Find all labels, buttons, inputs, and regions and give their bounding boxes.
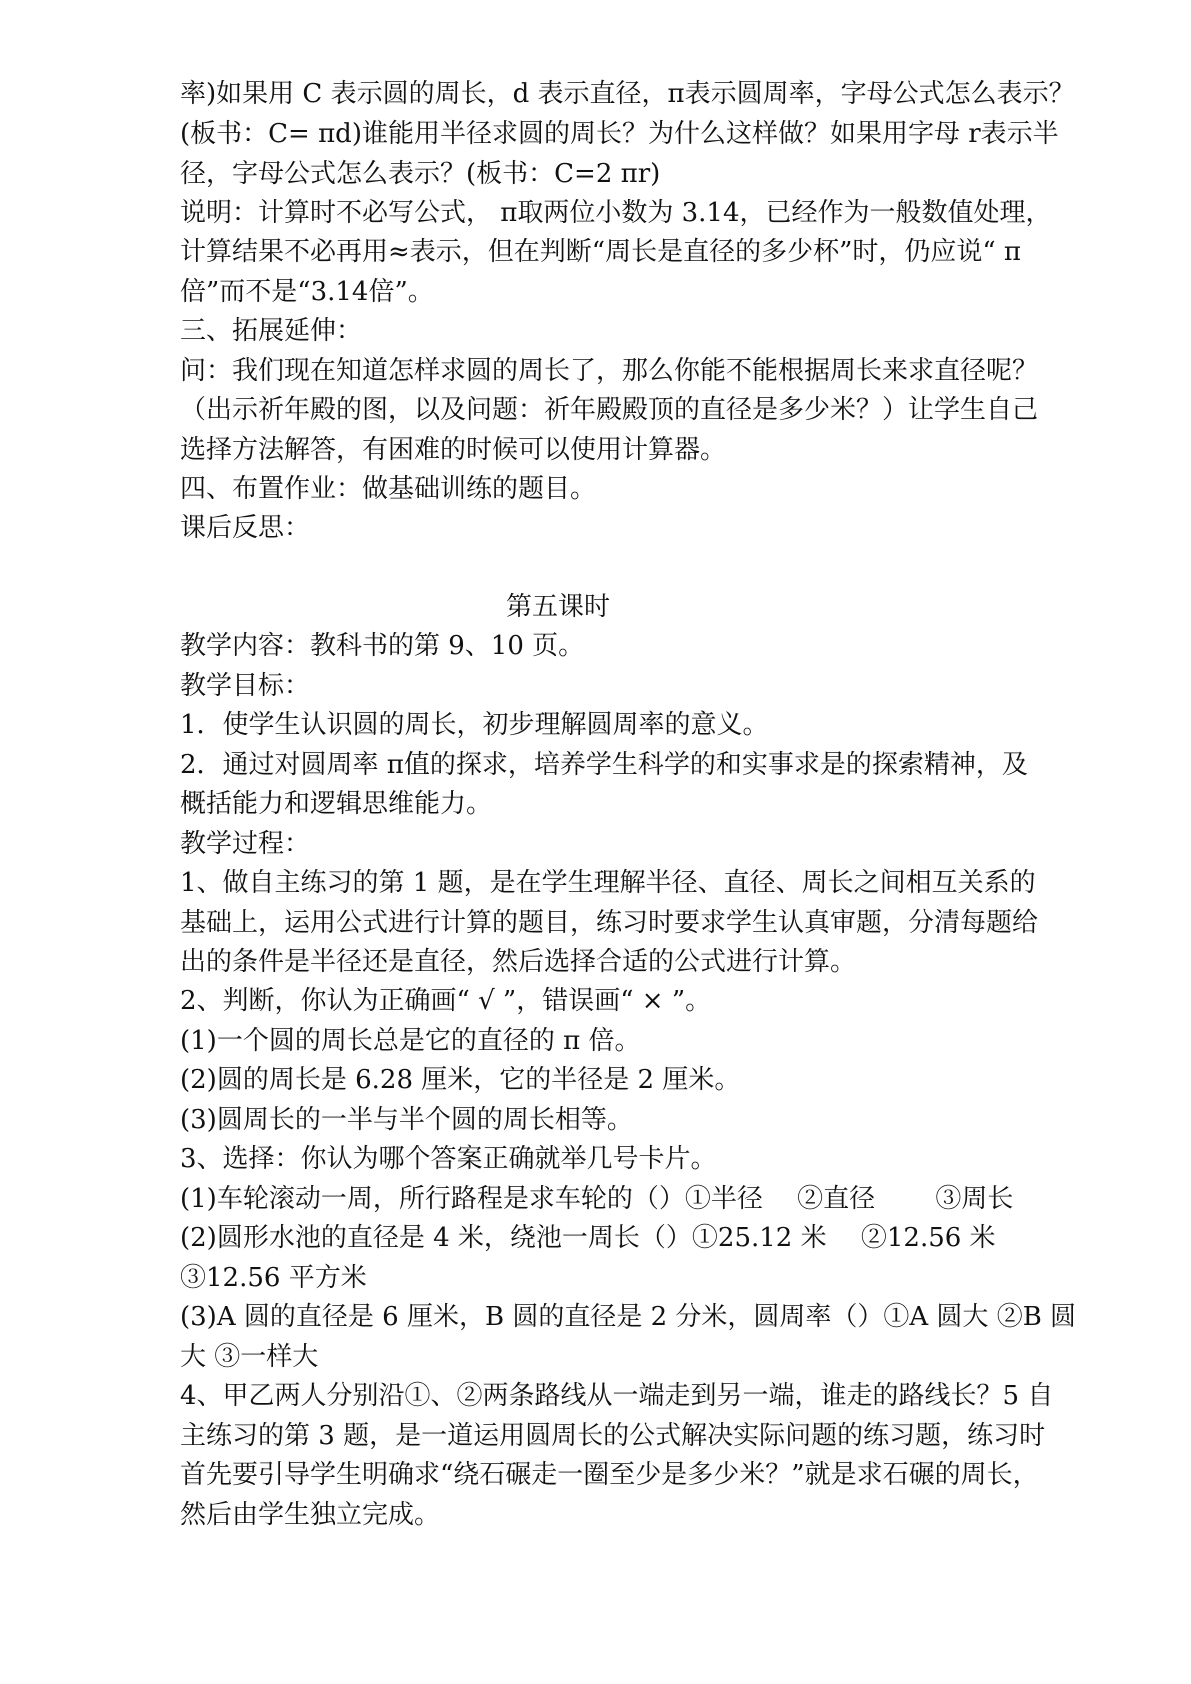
section-heading: 三、拓展延伸： <box>180 316 363 346</box>
text-line: 然后由学生独立完成。 <box>180 1500 441 1530</box>
text-line: ③12.56 平方米 <box>180 1263 367 1293</box>
text-line: 概括能力和逻辑思维能力。 <box>180 789 493 819</box>
text-line: （出示祈年殿的图，以及问题：祈年殿殿顶的直径是多少米？）让学生自己 <box>180 395 1039 425</box>
section-heading: 四、布置作业：做基础训练的题目。 <box>180 474 597 504</box>
text-line: 大 ③一样大 <box>180 1342 319 1372</box>
text-line: 倍”而不是“3.14倍”。 <box>180 277 434 307</box>
text-line: 选择方法解答，有困难的时候可以使用计算器。 <box>180 435 727 465</box>
text-line: (3)圆周长的一半与半个圆的周长相等。 <box>180 1105 633 1135</box>
text-line: 2、判断，你认为正确画“ √ ”，错误画“ × ”。 <box>180 986 712 1016</box>
text-line: (2)圆形水池的直径是 4 米，绕池一周长（）①25.12 米 ②12.56 米 <box>180 1223 996 1253</box>
text-line: 1．使学生认识圆的周长，初步理解圆周率的意义。 <box>180 710 769 740</box>
text-line: 教学目标： <box>180 671 311 701</box>
text-line: 说明：计算时不必写公式， π取两位小数为 3.14，已经作为一般数值处理， <box>180 198 1052 228</box>
text-line: (板书：C= πd)谁能用半径求圆的周长？为什么这样做？如果用字母 r表示半 <box>180 119 1059 149</box>
text-line: 教学过程： <box>180 829 311 859</box>
text-line: (1)一个圆的周长总是它的直径的 π 倍。 <box>180 1026 641 1056</box>
text-line: 出的条件是半径还是直径，然后选择合适的公式进行计算。 <box>180 947 857 977</box>
text-line: 3、选择：你认为哪个答案正确就举几号卡片。 <box>180 1144 717 1174</box>
text-line: 1、做自主练习的第 1 题，是在学生理解半径、直径、周长之间相互关系的 <box>180 868 1036 898</box>
lesson-title: 第五课时 <box>506 592 611 622</box>
text-line: 径，字母公式怎么表示？(板书：C=2 πr) <box>180 159 661 189</box>
text-line: (2)圆的周长是 6.28 厘米，它的半径是 2 厘米。 <box>180 1065 741 1095</box>
text-line: 4、甲乙两人分别沿①、②两条路线从一端走到另一端，谁走的路线长？5 自 <box>180 1381 1054 1411</box>
text-line: 计算结果不必再用≈表示，但在判断“周长是直径的多少杯”时，仍应说“ π <box>180 237 1022 267</box>
document-page <box>180 0 1110 1684</box>
text-line: 首先要引导学生明确求“绕石碾走一圈至少是多少米？”就是求石碾的周长， <box>180 1460 1039 1490</box>
text-line: 主练习的第 3 题，是一道运用圆周长的公式解决实际问题的练习题，练习时 <box>180 1421 1046 1451</box>
text-line: (3)A 圆的直径是 6 厘米，B 圆的直径是 2 分米，圆周率（）①A 圆大 ②B 圆 <box>180 1302 1077 1332</box>
text-line: 基础上，运用公式进行计算的题目，练习时要求学生认真审题，分清每题给 <box>180 908 1039 938</box>
text-line: 教学内容：教科书的第 9、10 页。 <box>180 631 585 661</box>
text-line: (1)车轮滚动一周，所行路程是求车轮的（）①半径 ②直径 ③周长 <box>180 1184 1014 1214</box>
text-line: 率)如果用 C 表示圆的周长，d 表示直径，π表示圆周率，字母公式怎么表示？ <box>180 79 1075 109</box>
text-line: 2．通过对圆周率 π值的探求，培养学生科学的和实事求是的探索精神，及 <box>180 750 1028 780</box>
text-line: 课后反思： <box>180 513 311 543</box>
text-line: 问：我们现在知道怎样求圆的周长了，那么你能不能根据周长来求直径呢？ <box>180 356 1039 386</box>
